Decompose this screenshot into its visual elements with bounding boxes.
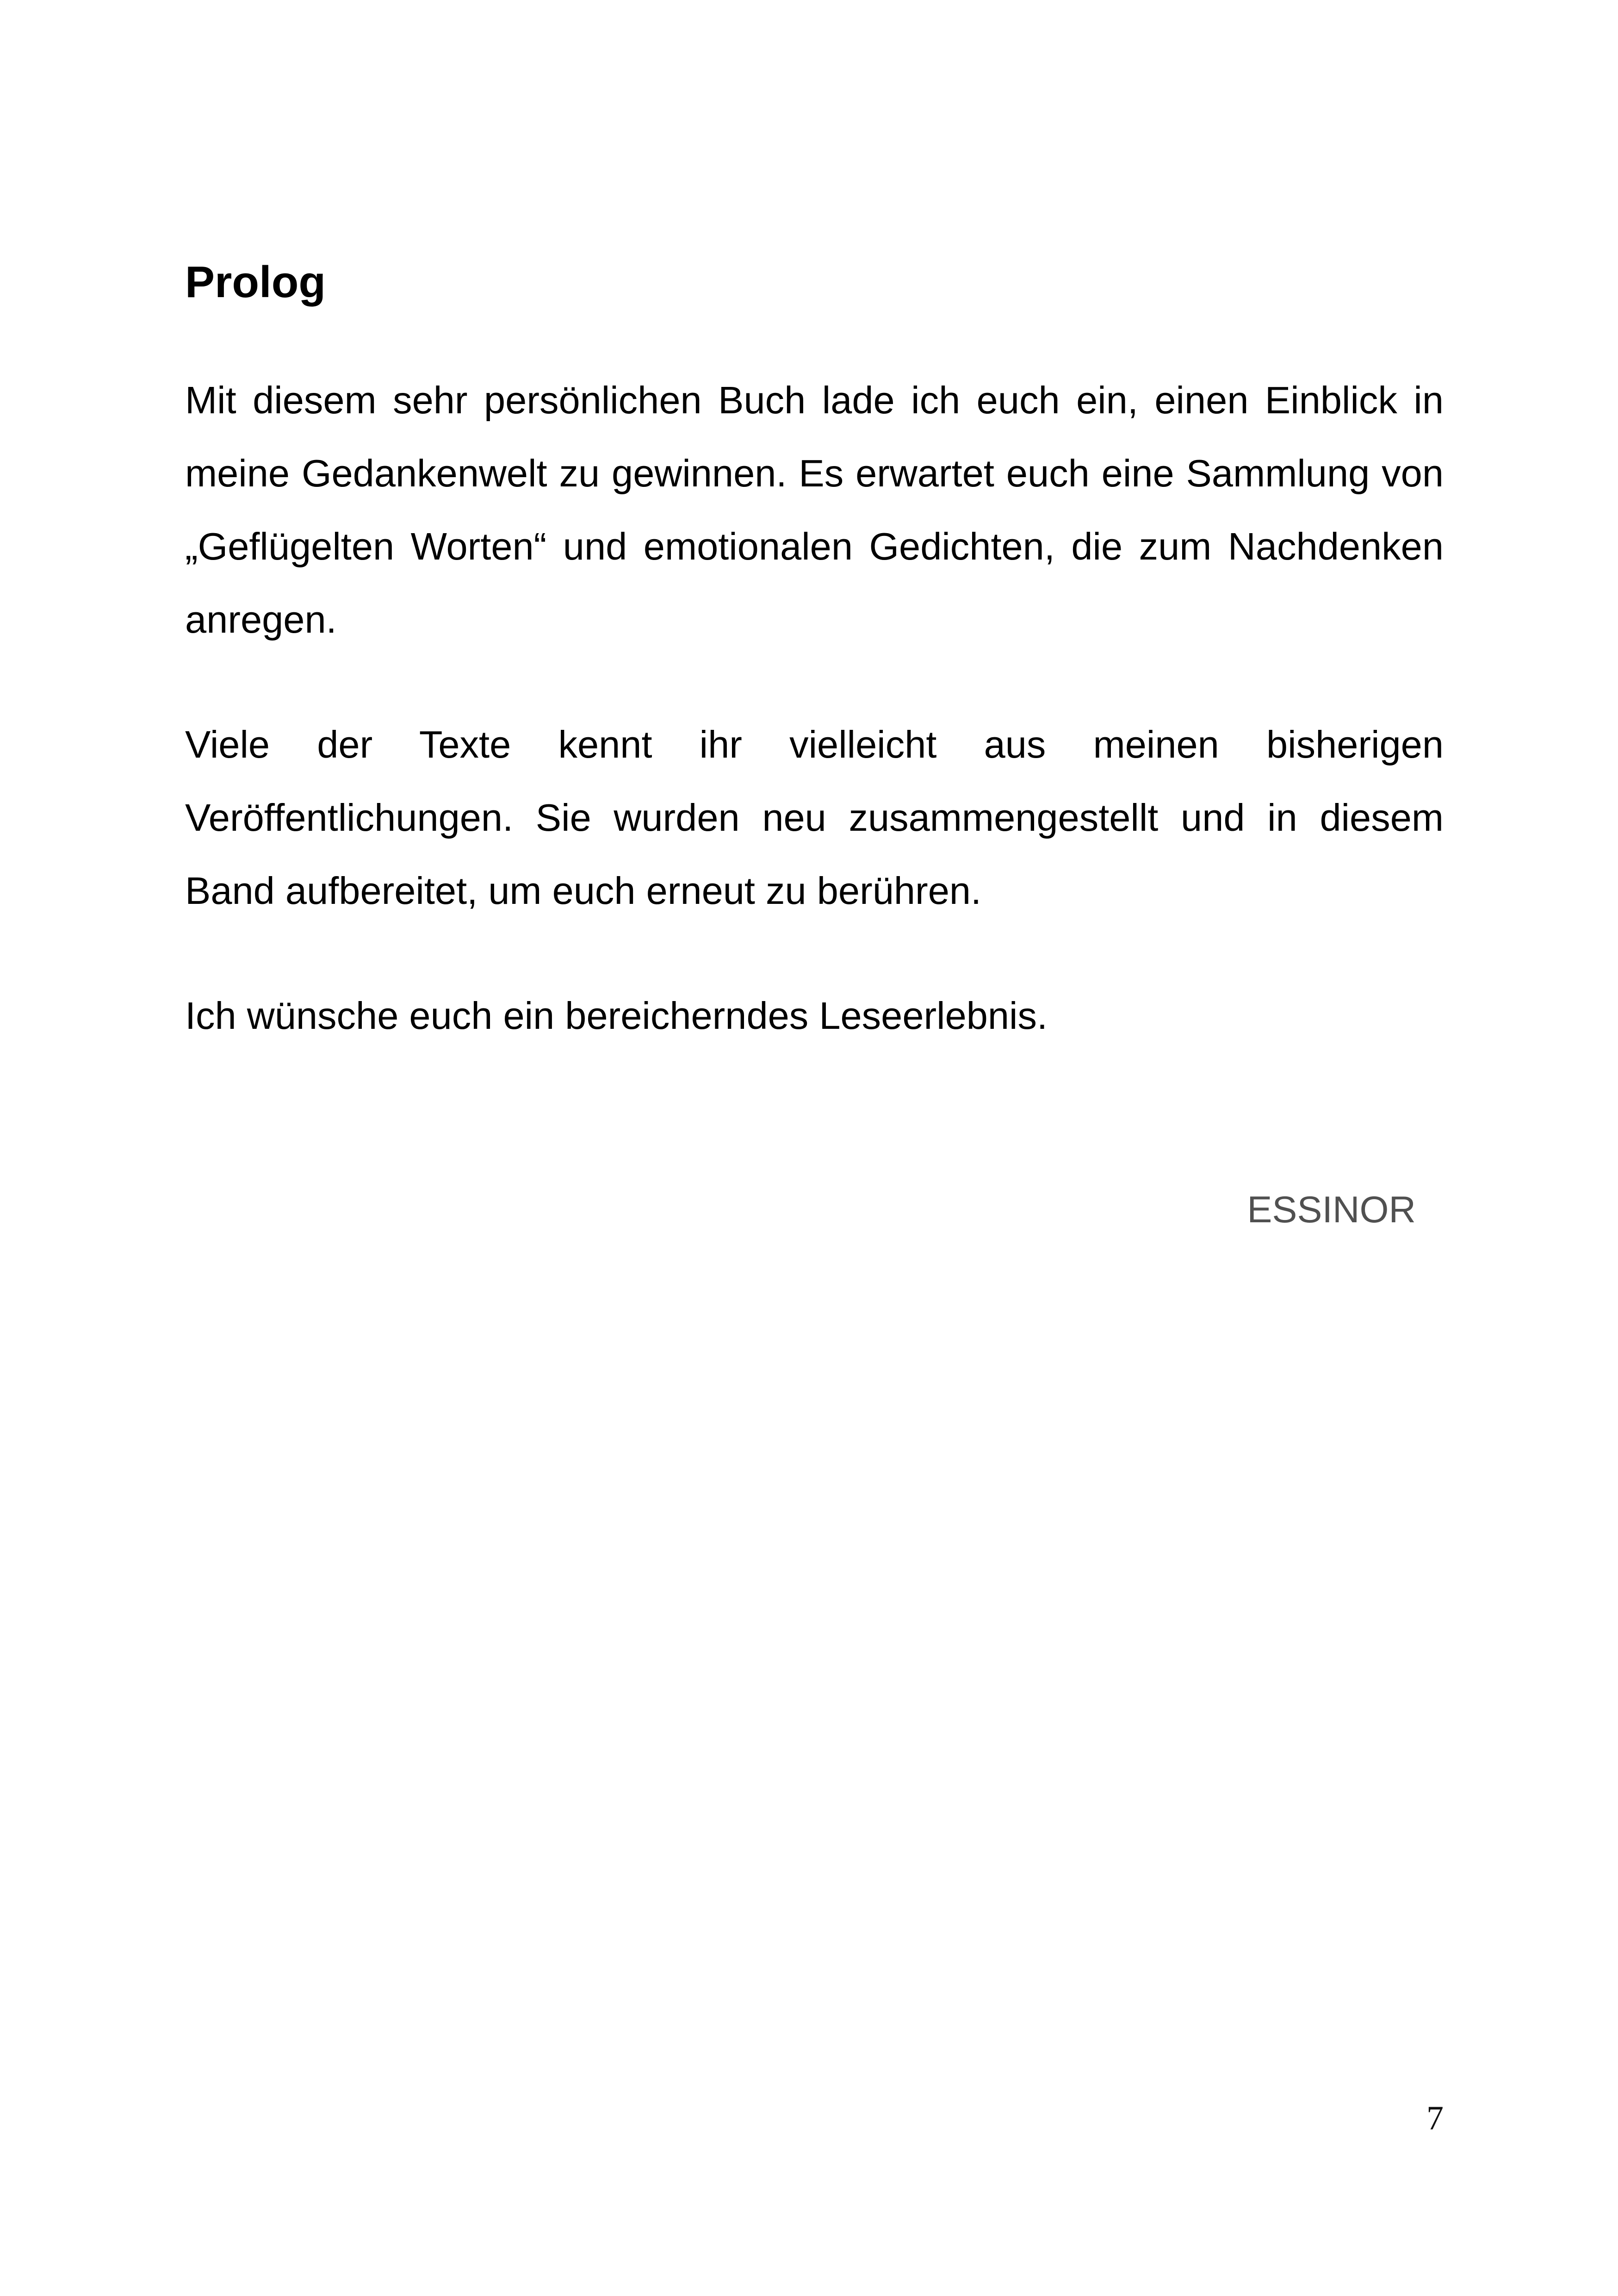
author-signature: ESSINOR: [1247, 1189, 1416, 1231]
paragraph-intro: Mit diesem sehr persönlichen Buch lade ich euch ein, einen Einblick in meine Gedankenwelt zu gewinnen. Es erwartet euch eine Sammlung von „Geflügelten Worten“ und emotionalen Gedichten, die zum Nachdenken anregen.: [185, 379, 1444, 641]
paragraph-wish: Ich wünsche euch ein bereicherndes Leseerlebnis.: [185, 994, 1048, 1037]
page-title: Prolog: [185, 257, 326, 307]
paragraph-texts: Viele der Texte kennt ihr vielleicht aus meinen bisherigen Veröffentlichungen. Sie wurden neu zusammengestellt und in diesem Band aufbereitet, um euch erneut zu berühren.: [185, 723, 1444, 912]
page-number: 7: [1426, 2099, 1444, 2137]
page-content: [185, 257, 1444, 1104]
